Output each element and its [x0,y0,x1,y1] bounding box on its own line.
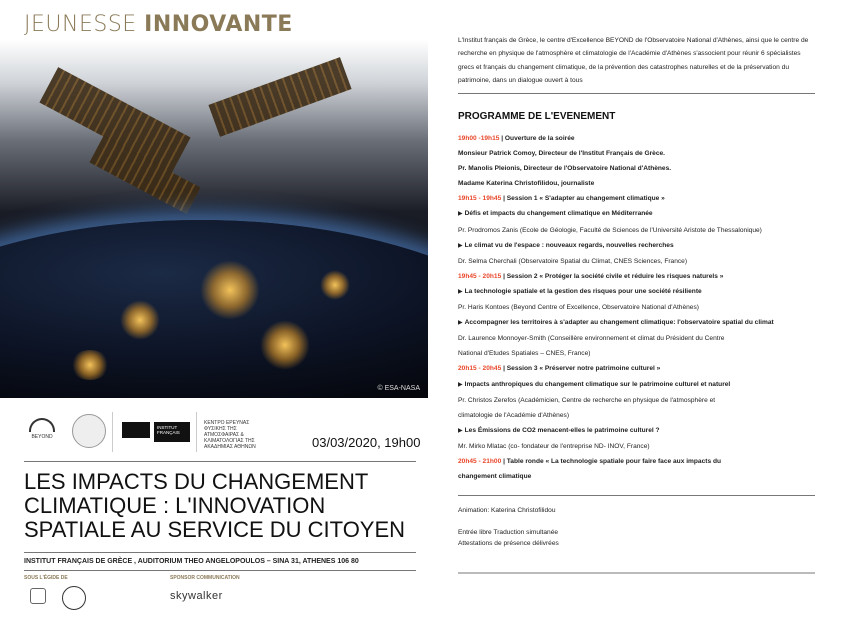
programme-item-session [458,269,818,284]
programme-text: Les Émissions de CO2 menacent-elles le patrimoine culturel ? [464,426,660,434]
partner-logos [24,412,324,452]
programme-item-talk [458,238,818,254]
entry-info: Entrée libre Traduction simultanée [458,529,559,536]
photo-credit: © ESA-NASA [377,385,420,392]
programme-text: La technologie spatiale et la gestion des risques pour une société résiliente [464,287,702,295]
arrow-icon: ▶ [458,211,463,218]
session-time: 19h45 - 20h15 [458,272,502,280]
session-time: 20h15 - 20h45 [458,365,502,373]
programme-item-speaker [458,393,818,408]
programme-text: changement climatique [458,473,532,481]
event-title: LES IMPACTS DU CHANGEMENT CLIMATIQUE : L'INNOVATION SPATIALE AU SERVICE DU CITOYEN [24,469,406,542]
programme-text: Pr. Prodromos Zanis (Ecole de Géologie, Faculté de Sciences de l'Université Aristote de Thessalonique) [458,226,762,234]
programme-item-speaker [458,439,818,454]
session-time: 19h00 -19h15 [458,135,500,142]
programme-item-speaker-bold [458,469,818,484]
programme-item-speaker [458,254,818,269]
programme-text: Pr. Haris Kontoes (Beyond Centre of Excellence, Observatoire National d'Athènes) [458,304,699,312]
academy-center-logo: ΚΕΝΤΡΟ ΕΡΕΥΝΑΣ ΦΥΣΙΚΗΣ ΤΗΣ ΑΤΜΟΣΦΑΙΡΑΣ & ΚΛΙΜΑΤΟΛΟΓΙΑΣ ΤΗΣ ΑΚΑΔΗΜΙΑΣ ΑΘΗΝΩΝ [204,420,256,450]
programme-text: Dr. Selma Cherchali (Observatoire Spatial du Climat, CNES Sciences, France) [458,257,688,265]
skywalker-logo: skywalker [170,590,223,602]
arrow-icon: ▶ [458,427,463,434]
space-photo [0,40,428,398]
programme-text: National d'Etudes Spatiales – CNES, France) [458,350,591,358]
programme-text: Madame Katerina Christofilidou, journaliste [458,180,595,188]
programme-text: Impacts anthropiques du changement climatique sur le patrimoine culturel et naturel [464,380,731,388]
header-title [24,12,293,37]
header-light: JEUNESSE [24,12,145,37]
header-bold: INNOVANTE [144,12,293,37]
programme-text: | Session 2 « Protéger la société civile et réduire les risques naturels » [501,272,724,280]
programme-item-speaker [458,331,818,346]
programme-text: Le climat vu de l'espace : nouveaux regards, nouvelles recherches [464,241,674,249]
arrow-icon: ▶ [458,320,463,327]
programme-text: Pr. Manolis Pleionis, Directeur de l'Observatoire National d'Athènes. [458,165,672,173]
attestation-info: Attestations de présence délivrées [458,540,559,547]
programme-item-session [458,361,818,376]
event-date: 03/03/2020, 19h00 [312,435,421,450]
footer-info [458,505,559,549]
programme-item-talk [458,284,818,300]
animation-credit: Animation: Katerina Christofilidou [458,507,556,514]
programme-text: Défis et impacts du changement climatique en Méditerranée [464,210,653,218]
programme-text: Mr. Mirko Mlatac (co- fondateur de l'entreprise ND- INOV, France) [458,442,650,450]
programme-text: | Table ronde « La technologie spatiale pour faire face aux impacts du [501,457,722,465]
programme-text: Monsieur Patrick Comoy, Directeur de l'Institut Français de Grèce. [458,150,666,158]
session-time: 20h45 - 21h00 [458,457,502,465]
programme-item-talk [458,206,818,222]
under-auspices-label: SOUS L'ÉGIDE DE [24,575,68,581]
programme-text: | Session 3 « Préserver notre patrimoine culturel » [501,365,661,373]
session-time: 19h15 - 19h45 [458,195,502,203]
programme-item-talk [458,423,818,439]
beyond-logo [26,412,58,440]
institut-francais-logo: INSTITUT FRANÇAIS [154,422,190,442]
programme-item-speaker-bold [458,176,818,191]
arrow-icon: ▶ [458,381,463,388]
french-embassy-logo [122,422,150,438]
programme-item-talk [458,315,818,331]
programme-text: | Ouverture de la soirée [499,135,575,142]
programme-item-session [458,454,818,469]
sponsor-label: SPONSOR COMMUNICATION [170,575,240,581]
programme-list [458,131,818,484]
programme-text: | Session 1 « S'adapter au changement climatique » [501,195,665,203]
programme-item-speaker [458,300,818,315]
programme-text: Accompagner les territoires à s'adapter au changement climatique: l'observatoire spatial du climat [464,319,774,327]
beyond-logo-text: BEYOND [31,434,53,440]
programme-item-talk [458,377,818,393]
earth [0,220,428,398]
programme-item-speaker [458,223,818,238]
programme-item-speaker-bold [458,161,818,176]
arrow-icon: ▶ [458,242,463,249]
programme-text: Pr. Christos Zerefos (Académicien, Centre de recherche en physique de l'atmosphère et [458,396,716,404]
arrow-icon: ▶ [458,288,463,295]
ministry-logo [62,586,86,610]
intro-text: L'Institut français de Grèce, le centre d'Excellence BEYOND de l'Observatoire National d'Athènes, ainsi que le centre de recherche en physique de l'atmosphère et climatologie de l'Académie d'Athènes s'associent pour réunir 6 spécialistes grecs et français du changement climatique, de la prévention des catastrophes naturelles et de la préservation du patrimoine, dans un dialogue ouvert à tous [458,37,809,84]
programme-item-speaker [458,408,818,423]
programme-text: Dr. Laurence Monnoyer-Smith (Conseillère environnement et climat du Président du Centre [458,335,725,343]
greek-republic-emblem [30,588,46,604]
programme-item-speaker [458,346,818,361]
observatory-seal [72,414,106,448]
programme-item-session [458,191,818,206]
programme-text: climatologie de l'Académie d'Athènes) [458,411,570,419]
programme-item-speaker-bold [458,146,818,161]
venue: INSTITUT FRANÇAIS DE GRÈCE , AUDITORIUM THEO ANGELOPOULOS – SINA 31, ATHENES 106 80 [24,558,359,565]
programme-title: PROGRAMME DE L'EVENEMENT [458,111,616,122]
programme-item-session [458,131,818,146]
